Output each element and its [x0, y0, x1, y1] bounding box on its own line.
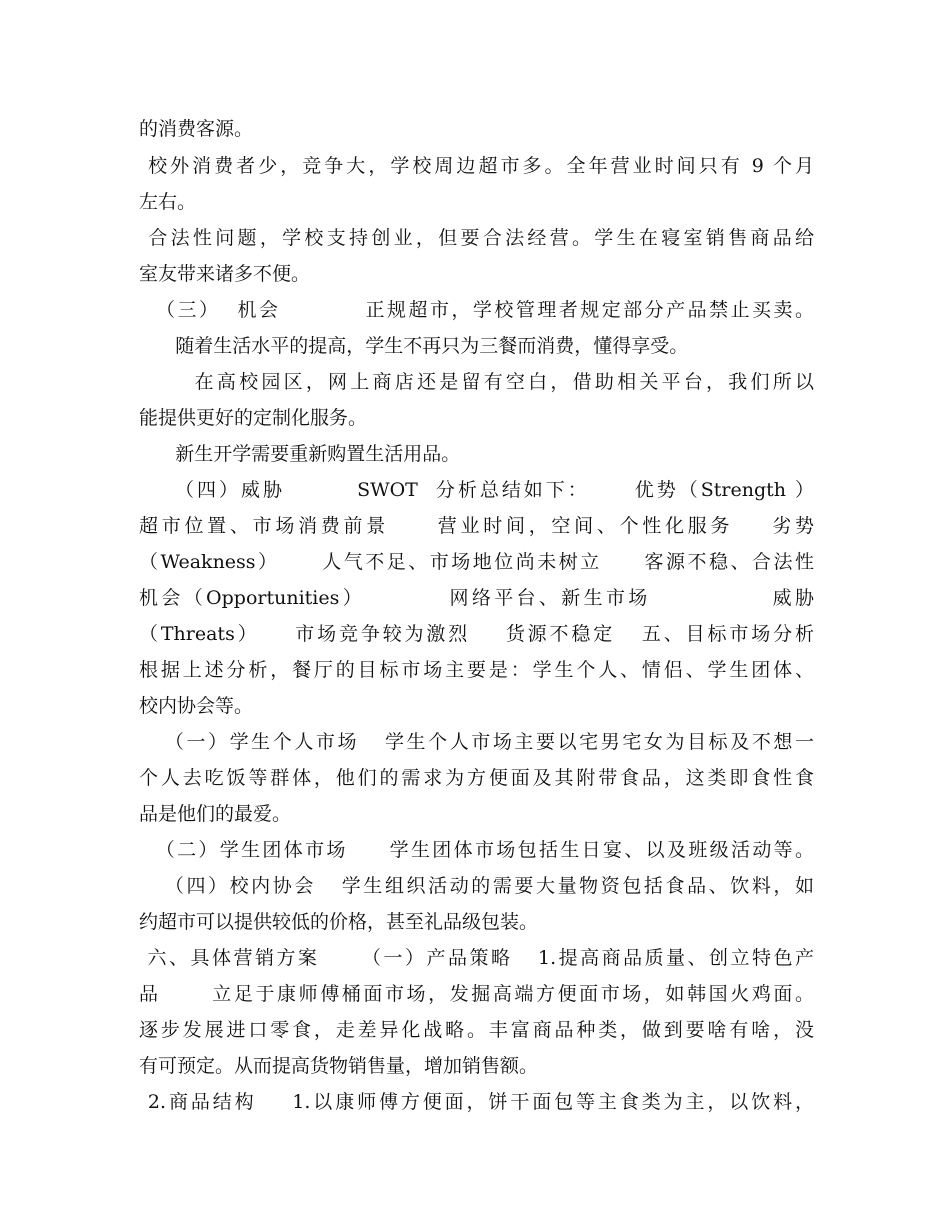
- text-line: 2.商品结构 1.以康师傅方便面，饼干面包等主食类为主，以饮料，: [139, 1091, 814, 1113]
- text-line: 新生开学需要重新购置生活用品。: [139, 443, 461, 465]
- text-line: 逐步发展进口零食，走差异化战略。丰富商品种类，做到要啥有啥，没: [139, 1019, 814, 1041]
- text-line: 合法性问题，学校支持创业，但要合法经营。学生在寝室销售商品给: [139, 227, 814, 249]
- text-line: 能提供更好的定制化服务。: [139, 407, 368, 429]
- text-line: 校外消费者少，竞争大，学校周边超市多。全年营业时间只有 9 个月: [139, 155, 814, 177]
- text-line: 校内协会等。: [139, 695, 254, 717]
- text-line: 六、具体营销方案 （一）产品策略 1.提高商品质量、创立特色产: [139, 947, 814, 969]
- text-line: 有可预定。从而提高货物销售量，增加销售额。: [139, 1055, 539, 1077]
- text-line: 品是他们的最爱。: [139, 803, 292, 825]
- text-line: （二）学生团体市场 学生团体市场包括生日宴、以及班级活动等。: [139, 839, 814, 861]
- text-line: 室友带来诸多不便。: [139, 263, 311, 285]
- text-line: （三） 机会 正规超市，学校管理者规定部分产品禁止买卖。: [139, 299, 814, 321]
- text-line: 超市位置、市场消费前景 营业时间，空间、个性化服务 劣势: [139, 515, 814, 537]
- text-line: （四）威胁 SWOT 分析总结如下： 优势（Strength ）: [139, 479, 814, 501]
- text-line: 在高校园区，网上商店还是留有空白，借助相关平台，我们所以: [139, 371, 814, 393]
- text-line: （一）学生个人市场 学生个人市场主要以宅男宅女为目标及不想一: [139, 731, 814, 753]
- text-line: 机会（Opportunities） 网络平台、新生市场 威胁: [139, 587, 814, 609]
- text-line: 个人去吃饭等群体，他们的需求为方便面及其附带食品，这类即食性食: [139, 767, 814, 789]
- text-line: 左右。: [139, 191, 197, 213]
- text-line: 根据上述分析，餐厅的目标市场主要是：学生个人、情侣、学生团体、: [139, 659, 814, 681]
- text-line: 品 立足于康师傅桶面市场，发掘高端方便面市场，如韩国火鸡面。: [139, 983, 814, 1005]
- text-line: 的消费客源。: [139, 118, 254, 140]
- text-line: 随着生活水平的提高，学生不再只为三餐而消费，懂得享受。: [139, 335, 689, 357]
- text-line: （Threats） 市场竞争较为激烈 货源不稳定 五、目标市场分析: [139, 623, 814, 645]
- text-line: （Weakness） 人气不足、市场地位尚未树立 客源不稳、合法性: [139, 551, 814, 573]
- text-line: （四）校内协会 学生组织活动的需要大量物资包括食品、饮料，如: [139, 875, 814, 897]
- text-line: 约超市可以提供较低的价格，甚至礼品级包装。: [139, 911, 539, 933]
